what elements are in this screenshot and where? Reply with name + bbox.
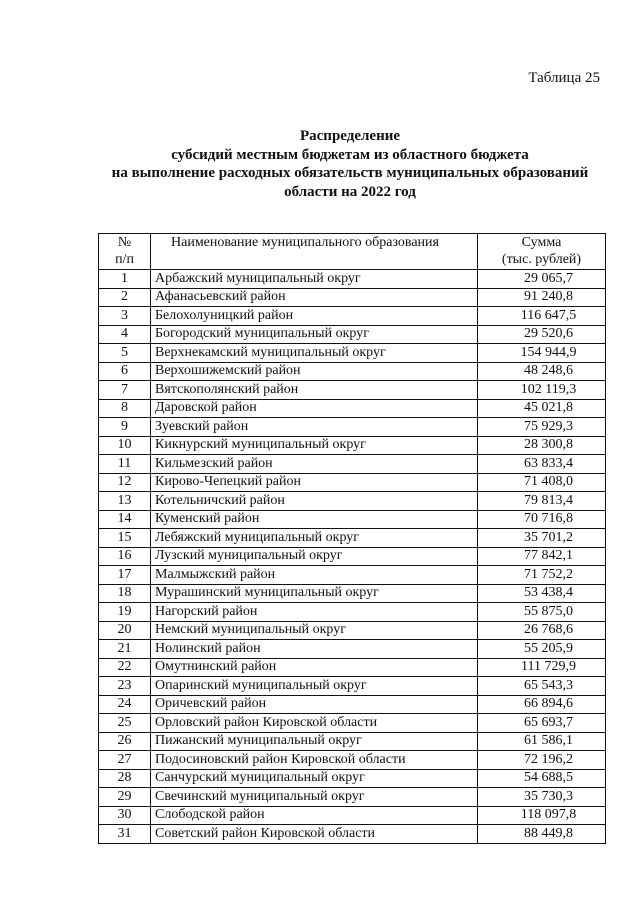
row-number: 18 (99, 584, 151, 603)
municipality-name: Верхошижемский район (151, 362, 478, 381)
subsidy-amount: 54 688,5 (478, 769, 606, 788)
row-number: 25 (99, 714, 151, 733)
table-row (99, 695, 606, 714)
subsidy-amount: 65 693,7 (478, 714, 606, 733)
table-row (99, 621, 606, 640)
municipality-name: Верхнекамский муниципальный округ (151, 344, 478, 363)
table-row (99, 270, 606, 289)
subsidy-amount: 29 065,7 (478, 270, 606, 289)
table-row (99, 825, 606, 844)
row-number: 19 (99, 603, 151, 622)
subsidy-amount: 70 716,8 (478, 510, 606, 529)
row-number: 17 (99, 566, 151, 585)
row-number: 7 (99, 381, 151, 400)
row-number: 24 (99, 695, 151, 714)
municipality-name: Мурашинский муниципальный округ (151, 584, 478, 603)
subsidy-amount: 29 520,6 (478, 325, 606, 344)
title-line-2: субсидий местным бюджетам из областного бюджета (171, 146, 529, 163)
table-row (99, 732, 606, 751)
table-row (99, 473, 606, 492)
table-row (99, 288, 606, 307)
table-row (99, 455, 606, 474)
row-number: 28 (99, 769, 151, 788)
municipality-name: Даровской район (151, 399, 478, 418)
row-number: 21 (99, 640, 151, 659)
table-row (99, 381, 606, 400)
table-row (99, 325, 606, 344)
table-row (99, 529, 606, 548)
municipality-name: Богородский муниципальный округ (151, 325, 478, 344)
row-number: 23 (99, 677, 151, 696)
subsidy-amount: 26 768,6 (478, 621, 606, 640)
table-row (99, 751, 606, 770)
title-line-4: области на 2022 год (284, 183, 416, 200)
subsidy-amount: 35 701,2 (478, 529, 606, 548)
subsidy-amount: 118 097,8 (478, 806, 606, 825)
row-number: 30 (99, 806, 151, 825)
subsidy-amount: 154 944,9 (478, 344, 606, 363)
subsidy-amount: 65 543,3 (478, 677, 606, 696)
table-row (99, 362, 606, 381)
table-row (99, 769, 606, 788)
row-number: 10 (99, 436, 151, 455)
table-row (99, 307, 606, 326)
municipality-name: Котельничский район (151, 492, 478, 511)
subsidy-amount: 35 730,3 (478, 788, 606, 807)
municipality-name: Санчурский муниципальный округ (151, 769, 478, 788)
table-row (99, 510, 606, 529)
row-number: 3 (99, 307, 151, 326)
subsidy-amount: 55 875,0 (478, 603, 606, 622)
municipality-name: Лебяжский муниципальный округ (151, 529, 478, 548)
municipality-name: Нолинский район (151, 640, 478, 659)
row-number: 20 (99, 621, 151, 640)
row-number: 4 (99, 325, 151, 344)
table-row (99, 806, 606, 825)
municipality-name: Зуевский район (151, 418, 478, 437)
subsidy-amount: 77 842,1 (478, 547, 606, 566)
table-row (99, 714, 606, 733)
row-number: 26 (99, 732, 151, 751)
row-number: 31 (99, 825, 151, 844)
row-number: 8 (99, 399, 151, 418)
row-number: 13 (99, 492, 151, 511)
municipality-name: Арбажский муниципальный округ (151, 270, 478, 289)
row-number: 15 (99, 529, 151, 548)
row-number: 6 (99, 362, 151, 381)
document-title (60, 127, 640, 201)
header-sum-line-1: Сумма (521, 235, 562, 250)
row-number: 5 (99, 344, 151, 363)
subsidy-amount: 75 929,3 (478, 418, 606, 437)
row-number: 22 (99, 658, 151, 677)
municipality-name: Нагорский район (151, 603, 478, 622)
municipality-name: Пижанский муниципальный округ (151, 732, 478, 751)
header-sum (478, 234, 606, 270)
municipality-name: Вятскополянский район (151, 381, 478, 400)
municipality-name: Малмыжский район (151, 566, 478, 585)
row-number: 16 (99, 547, 151, 566)
subsidy-table (98, 233, 606, 844)
subsidy-amount: 79 813,4 (478, 492, 606, 511)
subsidy-amount: 53 438,4 (478, 584, 606, 603)
municipality-name: Опаринский муниципальный округ (151, 677, 478, 696)
header-sum-line-2: (тыс. рублей) (501, 252, 582, 267)
municipality-name: Кильмезский район (151, 455, 478, 474)
subsidy-amount: 111 729,9 (478, 658, 606, 677)
row-number: 27 (99, 751, 151, 770)
subsidy-amount: 66 894,6 (478, 695, 606, 714)
subsidy-amount: 91 240,8 (478, 288, 606, 307)
municipality-name: Афанасьевский район (151, 288, 478, 307)
table-row (99, 436, 606, 455)
row-number: 11 (99, 455, 151, 474)
municipality-name: Белохолуницкий район (151, 307, 478, 326)
table-row (99, 344, 606, 363)
municipality-name: Куменский район (151, 510, 478, 529)
table-row (99, 492, 606, 511)
municipality-name: Немский муниципальный округ (151, 621, 478, 640)
table-row (99, 547, 606, 566)
municipality-name: Кирово-Чепецкий район (151, 473, 478, 492)
table-row (99, 640, 606, 659)
subsidy-amount: 63 833,4 (478, 455, 606, 474)
row-number: 2 (99, 288, 151, 307)
table-row (99, 788, 606, 807)
subsidy-amount: 55 205,9 (478, 640, 606, 659)
table-row (99, 566, 606, 585)
subsidy-amount: 71 408,0 (478, 473, 606, 492)
municipality-name: Лузский муниципальный округ (151, 547, 478, 566)
subsidy-amount: 102 119,3 (478, 381, 606, 400)
row-number: 1 (99, 270, 151, 289)
header-name: Наименование муниципального образования (151, 234, 478, 270)
table-row (99, 399, 606, 418)
table-number-label: Таблица 25 (528, 70, 600, 86)
subsidy-amount: 48 248,6 (478, 362, 606, 381)
municipality-name: Свечинский муниципальный округ (151, 788, 478, 807)
municipality-name: Орловский район Кировской области (151, 714, 478, 733)
table-row (99, 418, 606, 437)
header-number-line-2: п/п (115, 252, 134, 267)
subsidy-amount: 28 300,8 (478, 436, 606, 455)
table-body (99, 270, 606, 844)
header-number-line-1: № (117, 235, 132, 250)
subsidy-amount: 45 021,8 (478, 399, 606, 418)
table-row (99, 584, 606, 603)
row-number: 14 (99, 510, 151, 529)
title-line-1: Распределение (299, 128, 401, 144)
municipality-name: Кикнурский муниципальный округ (151, 436, 478, 455)
table-header-row (99, 234, 606, 270)
municipality-name: Подосиновский район Кировской области (151, 751, 478, 770)
table-row (99, 658, 606, 677)
municipality-name: Омутнинский район (151, 658, 478, 677)
municipality-name: Оричевский район (151, 695, 478, 714)
header-number (99, 234, 151, 270)
subsidy-amount: 72 196,2 (478, 751, 606, 770)
municipality-name: Слободской район (151, 806, 478, 825)
subsidy-amount: 71 752,2 (478, 566, 606, 585)
table-row (99, 603, 606, 622)
subsidy-amount: 61 586,1 (478, 732, 606, 751)
title-line-3: на выполнение расходных обязательств муниципальных образований (111, 165, 589, 181)
row-number: 29 (99, 788, 151, 807)
subsidy-amount: 116 647,5 (478, 307, 606, 326)
municipality-name: Советский район Кировской области (151, 825, 478, 844)
subsidy-amount: 88 449,8 (478, 825, 606, 844)
row-number: 12 (99, 473, 151, 492)
table-row (99, 677, 606, 696)
row-number: 9 (99, 418, 151, 437)
